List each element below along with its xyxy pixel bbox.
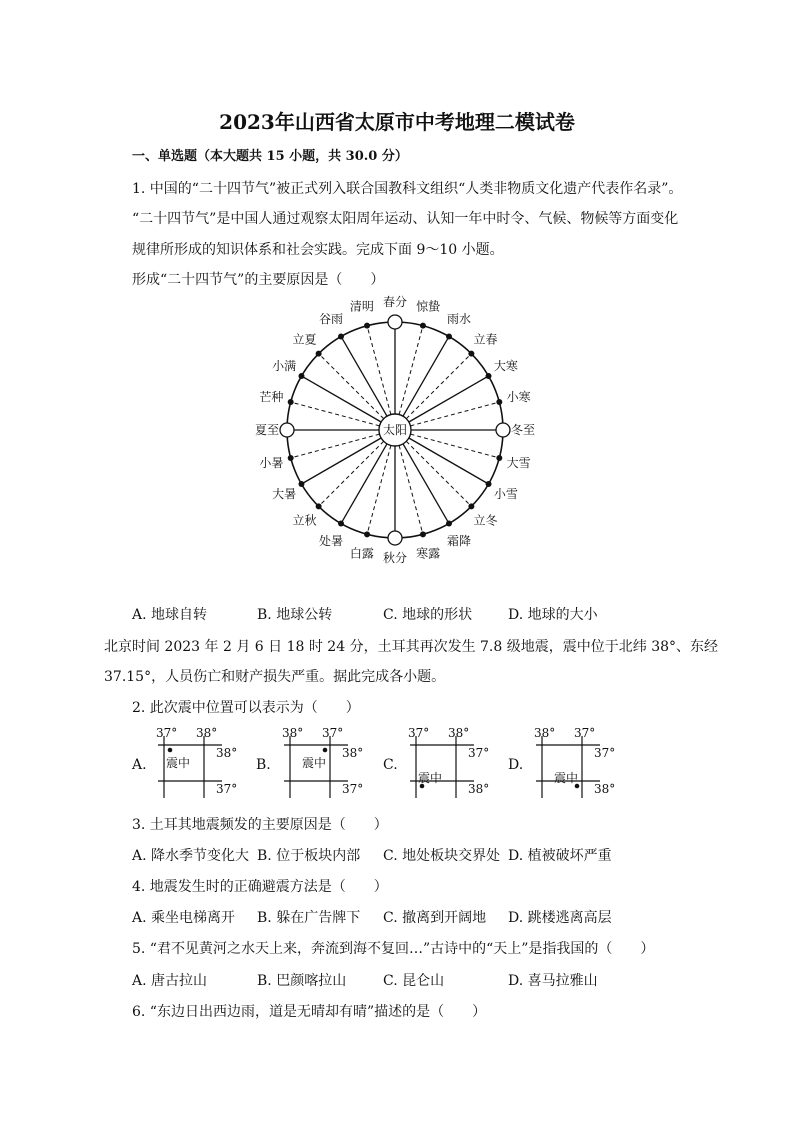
q3-option-c: C. 地处板块交界处 [383,848,501,864]
term-point [298,373,304,379]
grid-a-top-right: 38° [196,726,218,740]
solar-term-label: 立春 [473,332,498,347]
q4-option-a: A. 乘坐电梯离开 [132,910,236,926]
solar-term-label: 立冬 [473,513,498,528]
q5-option-a: A. 唐古拉山 [132,973,208,989]
solar-term-label: 雨水 [446,312,472,327]
radial-line [301,438,381,484]
radial-line [406,354,471,419]
q2-option-c-letter: C. [383,757,398,773]
q1-option-c: C. 地球的形状 [383,607,473,623]
solar-term-label: 霜降 [446,533,472,548]
solar-term-label: 小雪 [493,487,518,501]
q1-option-d: D. 地球的大小 [508,607,598,623]
grid-d-top-left: 38° [534,726,556,740]
passage-line1: 北京时间 2023 年 2 月 6 日 18 时 24 分，土耳其再次发生 7.8 级地震，震中位于北纬 38°、东经 [104,639,719,655]
major-term-marker [388,315,402,329]
solar-term-label: 谷雨 [318,312,344,327]
solar-term-label: 惊蛰 [416,299,441,314]
q5-option-c: C. 昆仑山 [383,973,445,989]
solar-term-label: 处暑 [318,533,344,548]
epicenter-label: 震中 [418,771,443,785]
radial-line [301,376,381,422]
q1-text-line3: 规律所形成的知识体系和社会实践。完成下面 9～10 小题。 [132,242,504,258]
grid-a-right-top: 38° [216,746,238,760]
solar-term-label: 寒露 [416,546,441,561]
solar-term-label: 大雪 [506,456,531,471]
section-heading: 一、单选题（本大题共 15 小题，共 30.0 分） [132,149,408,164]
radial-line [406,441,471,506]
term-point [468,351,474,357]
grid-d-right-bottom: 38° [594,782,616,796]
grid-b-right-top: 38° [342,746,364,760]
grid-d-right-top: 37° [594,746,616,760]
term-point [420,531,426,537]
solar-term-label: 冬至 [510,423,536,437]
solar-term-label: 春分 [382,295,408,309]
solar-term-label: 芒种 [259,389,284,404]
term-point [288,455,294,461]
q2-grid-b [276,724,381,802]
major-term-marker [280,423,294,437]
term-point [468,503,474,509]
page-title: 2023年山西省太原市中考地理二模试卷 [219,110,575,134]
grid-c-right-bottom: 38° [468,782,490,796]
q5-stem: 5. “君不见黄河之水天上来，奔流到海不复回…”古诗中的“天上”是指我国的（ ） [132,941,655,957]
term-point [316,503,322,509]
solar-term-label: 小满 [272,359,297,373]
grid-b-top-right: 37° [322,726,344,740]
grid-b-top-left: 38° [282,726,304,740]
q2-grid-c [402,724,507,802]
q1-option-a: A. 地球自转 [132,607,208,623]
term-point [420,323,426,329]
q3-stem: 3. 土耳其地震频发的主要原因是（ ） [132,817,388,833]
solar-term-label: 夏至 [254,423,280,437]
solar-term-label: 立秋 [292,513,317,528]
grid-a-top-left: 37° [156,726,178,740]
radial-line [409,438,489,484]
term-point [288,399,294,405]
q1-text-line2: “二十四节气”是中国人通过观察太阳周年运动、认知一年中时令、气候、物候等方面变化 [132,211,679,227]
q3-option-b: B. 位于板块内部 [257,848,361,864]
solar-term-label: 秋分 [382,551,408,565]
solar-term-label: 白露 [349,546,374,561]
radial-line [319,354,384,419]
q2-option-a-letter: A. [132,757,147,773]
epicenter-label: 震中 [554,771,579,785]
q2-stem: 2. 此次震中位置可以表示为（ ） [132,700,360,716]
q2-grid-a [150,724,255,802]
term-point [496,455,502,461]
q1-text-line1: 1. 中国的“二十四节气”被正式列入联合国教科文组织“人类非物质文化遗产代表作名录”。 [132,181,683,197]
sun-label: 太阳 [382,423,408,437]
grid-b-right-bottom: 37° [342,782,364,796]
q1-option-b: B. 地球公转 [257,607,333,623]
epicenter-label: 震中 [302,756,327,770]
radial-line [403,444,449,524]
term-point [298,481,304,487]
term-point [486,373,492,379]
q6-stem: 6. “东边日出西边雨，道是无晴却有晴”描述的是（ ） [132,1004,487,1020]
major-term-marker [388,531,402,545]
q4-stem: 4. 地震发生时的正确避震方法是（ ） [132,879,388,895]
term-point [338,333,344,339]
term-point [338,521,344,527]
q3-option-a: A. 降水季节变化大 [132,848,250,864]
radial-line [341,336,387,416]
q2-grid-d [528,724,633,802]
epicenter-label: 震中 [166,756,191,770]
term-point [496,399,502,405]
q4-option-b: B. 躲在广告牌下 [257,910,361,926]
passage-line2: 37.15°，人员伤亡和财产损失严重。据此完成各小题。 [104,669,446,685]
epicenter-dot [168,748,173,753]
grid-c-top-right: 38° [448,726,470,740]
grid-c-top-left: 37° [408,726,430,740]
q5-option-d: D. 喜马拉雅山 [508,973,598,989]
q5-option-b: B. 巴颜喀拉山 [257,973,347,989]
solar-term-label: 清明 [349,299,374,314]
term-point [446,333,452,339]
grid-d-top-right: 37° [574,726,596,740]
term-point [446,521,452,527]
radial-line [319,441,384,506]
major-term-marker [496,423,510,437]
solar-term-label: 小暑 [259,456,284,471]
grid-c-right-top: 37° [468,746,490,760]
solar-terms-diagram [240,290,560,580]
solar-term-label: 大暑 [272,487,297,501]
q4-option-d: D. 跳楼逃离高层 [508,910,612,926]
grid-a-right-bottom: 37° [216,782,238,796]
radial-line [341,444,387,524]
q2-option-d-letter: D. [508,757,524,773]
term-point [316,351,322,357]
solar-term-label: 小寒 [506,389,531,404]
solar-term-label: 立夏 [292,332,317,347]
term-point [364,531,370,537]
q2-option-b-letter: B. [256,757,271,773]
q1-stem: 形成“二十四节气”的主要原因是（ ） [132,272,385,288]
q3-option-d: D. 植被破坏严重 [508,848,612,864]
radial-line [403,336,449,416]
term-point [486,481,492,487]
term-point [364,323,370,329]
epicenter-dot [323,748,328,753]
solar-term-label: 大寒 [493,359,518,373]
q4-option-c: C. 撤离到开阔地 [383,910,487,926]
radial-line [409,376,489,422]
